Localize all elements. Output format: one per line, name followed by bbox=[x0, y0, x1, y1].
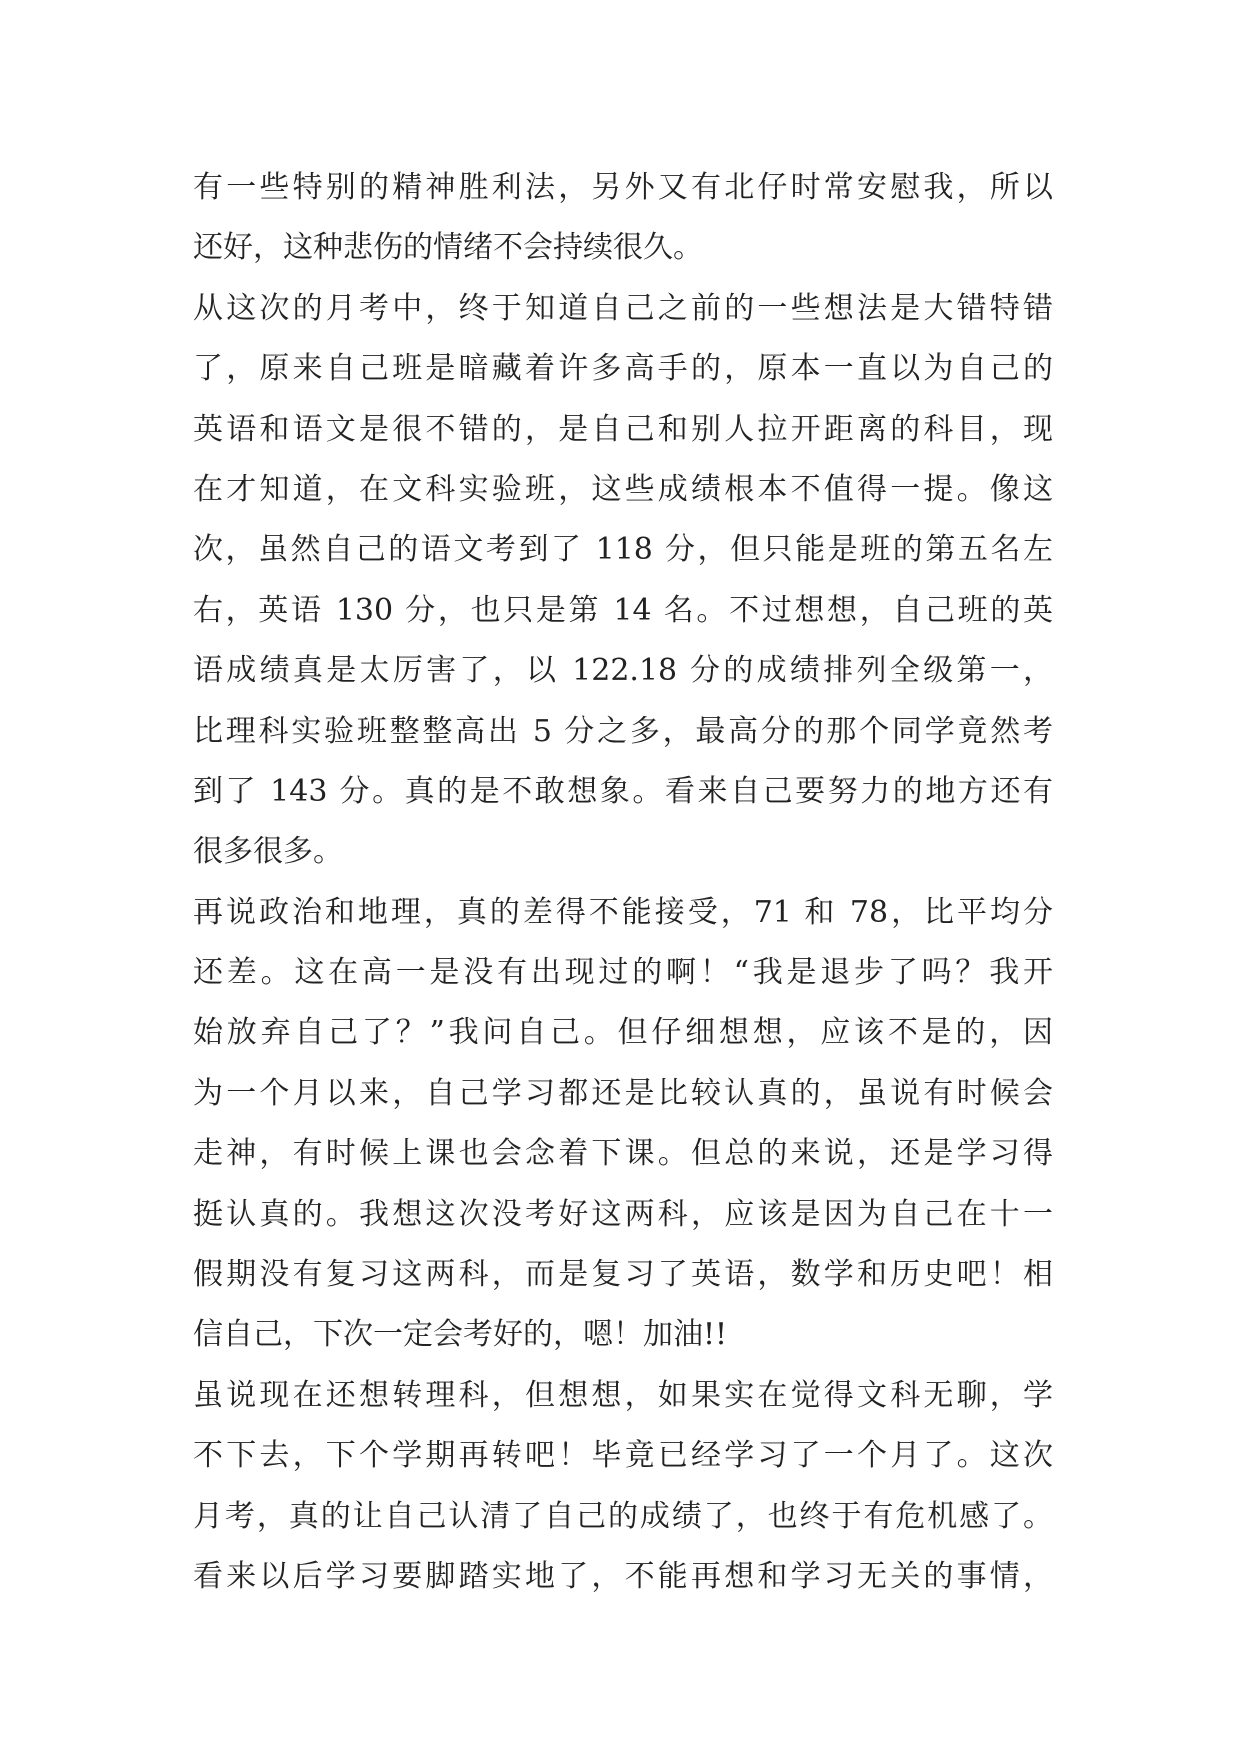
text-line: 到了 143 分。真的是不敢想象。看来自己要努力的地方还有 bbox=[193, 773, 1053, 809]
text-line: 月考，真的让自己认清了自己的成绩了，也终于有危机感了。 bbox=[193, 1498, 1053, 1534]
text-line: 还好，这种悲伤的情绪不会持续很久。 bbox=[193, 230, 703, 266]
text-line: 英语和语文是很不错的，是自己和别人拉开距离的科目，现 bbox=[193, 411, 1053, 447]
text-line: 右，英语 130 分，也只是第 14 名。不过想想，自己班的英 bbox=[193, 592, 1053, 628]
text-line: 语成绩真是太厉害了，以 122.18 分的成绩排列全级第一， bbox=[193, 653, 1053, 689]
text-line: 走神，有时候上课也会念着下课。但总的来说，还是学习得 bbox=[193, 1136, 1053, 1172]
text-line: 始放弃自己了？”我问自己。但仔细想想，应该不是的，因 bbox=[193, 1015, 1053, 1051]
paragraph-consolation bbox=[193, 158, 1053, 279]
text-line: 信自己，下次一定会考好的，嗯！加油!! bbox=[193, 1317, 728, 1353]
text-line: 有一些特别的精神胜利法，另外又有北仔时常安慰我，所以 bbox=[193, 170, 1053, 205]
paragraph-switch-science bbox=[193, 1366, 1053, 1608]
text-line: 从这次的月考中，终于知道自己之前的一些想法是大错特错 bbox=[193, 290, 1053, 326]
text-line: 在才知道，在文科实验班，这些成绩根本不值得一提。像这 bbox=[193, 471, 1053, 507]
text-line: 再说政治和地理，真的差得不能接受，71 和 78，比平均分 bbox=[193, 894, 1053, 930]
paragraph-politics-geography bbox=[193, 883, 1053, 1366]
text-line: 为一个月以来，自己学习都还是比较认真的，虽说有时候会 bbox=[193, 1075, 1053, 1111]
text-line: 看来以后学习要脚踏实地了，不能再想和学习无关的事情， bbox=[193, 1558, 1053, 1594]
text-line: 了，原来自己班是暗藏着许多高手的，原本一直以为自己的 bbox=[193, 351, 1053, 387]
text-line: 次，虽然自己的语文考到了 118 分，但只能是班的第五名左 bbox=[193, 532, 1053, 568]
text-line: 假期没有复习这两科，而是复习了英语，数学和历史吧！相 bbox=[193, 1257, 1053, 1293]
text-line: 比理科实验班整整高出 5 分之多，最高分的那个同学竟然考 bbox=[193, 713, 1053, 749]
text-line: 还差。这在高一是没有出现过的啊！“我是退步了吗？我开 bbox=[193, 955, 1053, 991]
paragraph-monthly-exam bbox=[193, 279, 1053, 883]
text-line: 很多很多。 bbox=[193, 834, 343, 870]
text-line: 挺认真的。我想这次没考好这两科，应该是因为自己在十一 bbox=[193, 1196, 1053, 1232]
text-line: 虽说现在还想转理科，但想想，如果实在觉得文科无聊，学 bbox=[193, 1377, 1053, 1413]
text-line: 不下去，下个学期再转吧！毕竟已经学习了一个月了。这次 bbox=[193, 1438, 1053, 1474]
document-body bbox=[193, 158, 1053, 1607]
